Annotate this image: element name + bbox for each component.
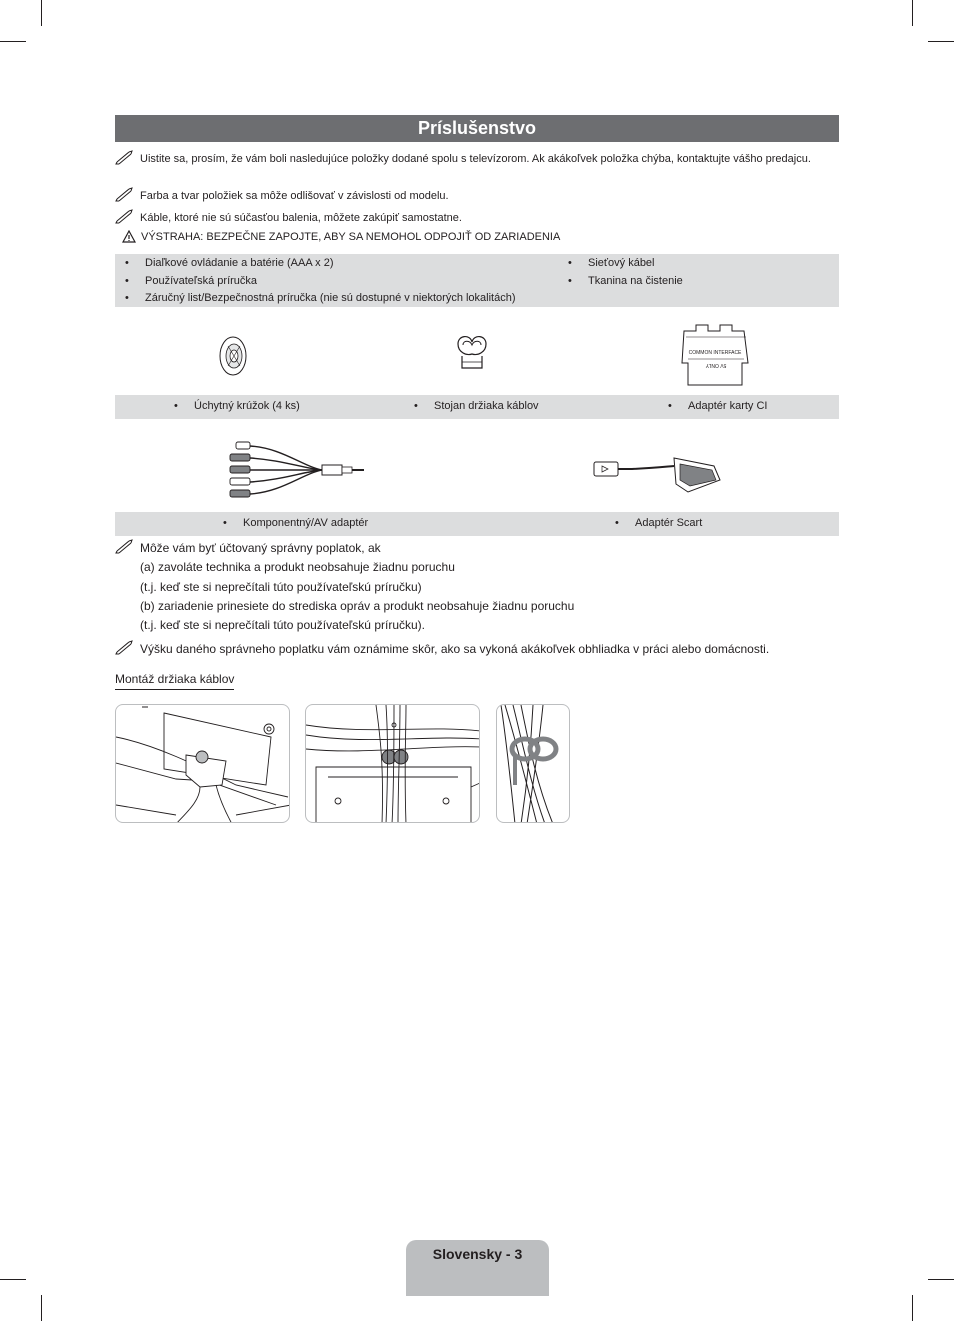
assembly-illustration-1 — [116, 705, 290, 823]
ci-card-label: COMMON INTERFACE — [688, 350, 742, 356]
note-text: Farba a tvar položiek sa môže odlišovať v závislosti od modelu. — [140, 190, 449, 202]
ci-card-label: 5V ONLY — [705, 362, 727, 368]
list-item: • Tkanina na čistenie — [588, 274, 683, 288]
list-item: • Sieťový kábel — [588, 256, 655, 270]
note-delivery — [115, 152, 839, 166]
section-title: Montáž držiaka káblov — [115, 672, 234, 690]
pencil-note-icon — [115, 208, 137, 224]
list-item: • Záručný list/Bezpečnostná príručka (nie sú dostupné v niektorých lokalitách) — [145, 291, 516, 305]
holder-ring-illustration — [212, 332, 252, 380]
charge-final: Výšku daného správneho poplatku vám oznámime skôr, ako sa vykoná akákoľvek obhliadka v práci alebo domácnosti. — [140, 642, 770, 656]
list-item: • Diaľkové ovládanie a batérie (AAA x 2) — [145, 256, 333, 270]
crop-mark — [0, 41, 26, 42]
crop-mark — [928, 1279, 954, 1280]
component-av-adapter-illustration — [222, 438, 368, 504]
assembly-illustration-3 — [497, 705, 570, 823]
ci-card-adapter-illustration — [676, 323, 756, 387]
page-title: Príslušenstvo — [115, 115, 839, 142]
crop-mark — [41, 0, 42, 26]
assembly-step-2 — [305, 704, 480, 823]
assembly-step-3 — [496, 704, 570, 823]
charge-line: (b) zariadenie prinesiete do strediska opráv a produkt neobsahuje žiadnu poruchu — [140, 599, 575, 613]
charge-line: (t.j. keď ste si neprečítali túto používateľskú príručku). — [140, 618, 425, 632]
list-item: • Adaptér karty CI — [688, 399, 767, 413]
warning-text: VÝSTRAHA: BEZPEČNE ZAPOJTE, ABY SA NEMOHOL ODPOJIŤ OD ZARIADENIA — [141, 231, 561, 243]
charge-line: (a) zavoláte technika a produkt neobsahuje žiadnu poruchu — [140, 560, 455, 574]
crop-mark — [0, 1279, 26, 1280]
crop-mark — [912, 0, 913, 26]
charge-line: (t.j. keď ste si neprečítali túto používateľskú príručku) — [140, 580, 422, 594]
list-item: • Používateľská príručka — [145, 274, 257, 288]
footer-page-label — [406, 1240, 549, 1296]
pencil-note-icon — [115, 186, 137, 202]
crop-mark — [912, 1295, 913, 1321]
list-item: • Úchytný krúžok (4 ks) — [194, 399, 300, 413]
assembly-step-1 — [115, 704, 290, 823]
list-item: • Adaptér Scart — [635, 516, 702, 530]
page-number: Slovensky - 3 — [432, 1246, 523, 1262]
charge-intro: Môže vám byť účtovaný správny poplatok, ak — [140, 541, 381, 555]
list-item: • Stojan držiaka káblov — [434, 399, 539, 413]
warning-note — [122, 230, 822, 244]
list-item: • Komponentný/AV adaptér — [243, 516, 368, 530]
pencil-note-icon — [115, 538, 137, 554]
note-text: Káble, ktoré nie sú súčasťou balenia, môžete zakúpiť samostatne. — [140, 212, 462, 224]
crop-mark — [928, 41, 954, 42]
note-color-shape — [115, 189, 839, 203]
warning-triangle-icon — [122, 230, 136, 243]
assembly-illustration-2 — [306, 705, 480, 823]
cable-holder-stand-illustration — [450, 332, 494, 374]
note-text: Uistite sa, prosím, že vám boli nasledujúce položky dodané spolu s televízorom. Ak akákoľvek položka chýba, kontaktujte vášho predajcu. — [140, 153, 811, 165]
pencil-note-icon — [115, 639, 137, 655]
crop-mark — [41, 1295, 42, 1321]
scart-adapter-illustration — [592, 456, 724, 496]
pencil-note-icon — [115, 149, 137, 165]
note-cables — [115, 211, 839, 225]
